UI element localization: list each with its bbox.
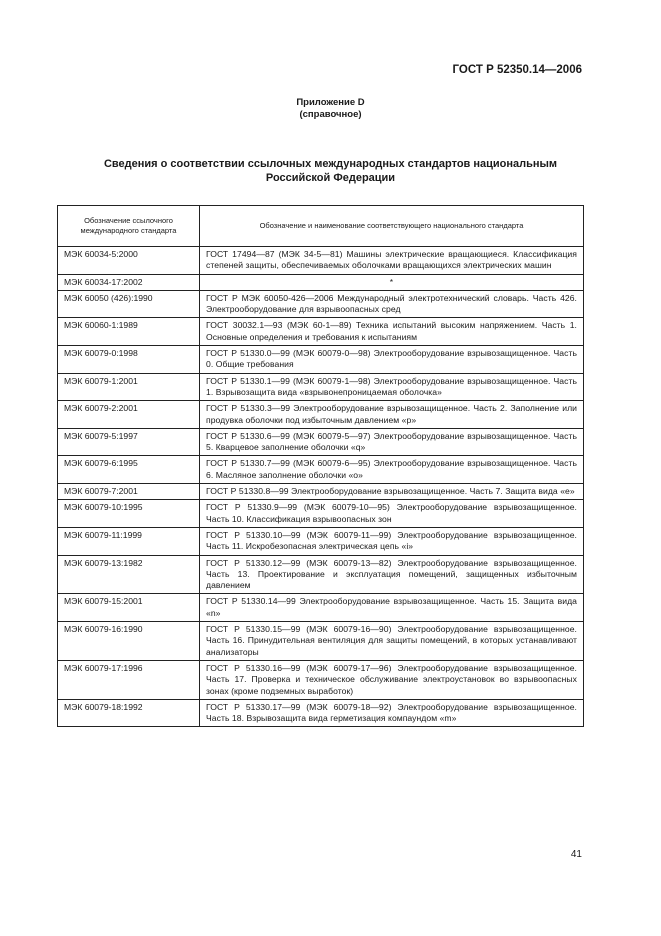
header-international-standard: Обозначение ссылочного международного стандарта — [58, 206, 200, 247]
table-row — [58, 594, 584, 622]
international-standard-cell: МЭК 60079-13:1982 — [58, 555, 200, 594]
national-standard-cell: ГОСТ Р 51330.0—99 (МЭК 60079-0—98) Электрооборудование взрывозащищенное. Часть 0. Общие требования — [200, 346, 584, 374]
appendix-heading — [0, 97, 661, 121]
international-standard-cell: МЭК 60060-1:1989 — [58, 318, 200, 346]
table-row — [58, 484, 584, 500]
table-row — [58, 290, 584, 318]
table-row — [58, 622, 584, 661]
international-standard-cell: МЭК 60079-2:2001 — [58, 401, 200, 429]
national-standard-cell: ГОСТ Р 51330.9—99 (МЭК 60079-10—95) Электрооборудование взрывозащищенное. Часть 10. Классификация взрывоопасных зон — [200, 500, 584, 528]
international-standard-cell: МЭК 60079-11:1999 — [58, 527, 200, 555]
table-row — [58, 373, 584, 401]
section-title — [60, 157, 601, 185]
section-title-line-1: Сведения о соответствии ссылочных международных стандартов национальным — [103, 158, 558, 170]
national-standard-cell: ГОСТ Р МЭК 60050-426—2006 Международный электротехнический словарь. Часть 426. Электрооборудование для взрывоопасных сред — [200, 290, 584, 318]
national-standard-cell: ГОСТ 30032.1—93 (МЭК 60-1—89) Техника испытаний высоким напряжением. Часть 1. Основные определения и требования к испытаниям — [200, 318, 584, 346]
section-title-line-2: Российской Федерации — [265, 172, 396, 184]
international-standard-cell: МЭК 60079-17:1996 — [58, 660, 200, 699]
table-row — [58, 318, 584, 346]
national-standard-cell: * — [200, 274, 584, 290]
document-code-header: ГОСТ Р 52350.14—2006 — [452, 64, 582, 76]
international-standard-cell: МЭК 60034-17:2002 — [58, 274, 200, 290]
table-header-row — [58, 206, 584, 247]
international-standard-cell: МЭК 60050 (426):1990 — [58, 290, 200, 318]
appendix-type: (справочное) — [299, 109, 362, 120]
table-row — [58, 555, 584, 594]
international-standard-cell: МЭК 60079-10:1995 — [58, 500, 200, 528]
table-row — [58, 660, 584, 699]
international-standard-cell: МЭК 60034-5:2000 — [58, 247, 200, 275]
table-row — [58, 247, 584, 275]
national-standard-cell: ГОСТ Р 51330.12—99 (МЭК 60079-13—82) Электрооборудование взрывозащищенное. Часть 13. Проектирование и эксплуатация помещений, защищенных избыточным давлением — [200, 555, 584, 594]
table-row — [58, 274, 584, 290]
international-standard-cell: МЭК 60079-6:1995 — [58, 456, 200, 484]
page-number: 41 — [570, 849, 582, 860]
table-row — [58, 346, 584, 374]
header-national-standard: Обозначение и наименование соответствующего национального стандарта — [200, 206, 584, 247]
table-row — [58, 456, 584, 484]
national-standard-cell: ГОСТ Р 51330.6—99 (МЭК 60079-5—97) Электрооборудование взрывозащищенное. Часть 5. Кварцевое заполнение оболочки «q» — [200, 428, 584, 456]
international-standard-cell: МЭК 60079-7:2001 — [58, 484, 200, 500]
national-standard-cell: ГОСТ Р 51330.7—99 (МЭК 60079-6—95) Электрооборудование взрывозащищенное. Часть 6. Масляное заполнение оболочки «о» — [200, 456, 584, 484]
national-standard-cell: ГОСТ Р 51330.8—99 Электрооборудование взрывозащищенное. Часть 7. Защита вида «е» — [200, 484, 584, 500]
international-standard-cell: МЭК 60079-18:1992 — [58, 699, 200, 727]
international-standard-cell: МЭК 60079-0:1998 — [58, 346, 200, 374]
national-standard-cell: ГОСТ Р 51330.17—99 (МЭК 60079-18—92) Электрооборудование взрывозащищенное. Часть 18. Взрывозащита вида герметизация компаундом «m» — [200, 699, 584, 727]
national-standard-cell: ГОСТ Р 51330.10—99 (МЭК 60079-11—99) Электрооборудование взрывозащищенное. Часть 11. Искробезопасная электрическая цепь «i» — [200, 527, 584, 555]
national-standard-cell: ГОСТ 17494—87 (МЭК 34-5—81) Машины электрические вращающиеся. Классификация степеней защиты, обеспечиваемых оболочками вращающихся электрических машин — [200, 247, 584, 275]
table-row — [58, 428, 584, 456]
appendix-label: Приложение D — [296, 97, 365, 108]
national-standard-cell: ГОСТ Р 51330.14—99 Электрооборудование взрывозащищенное. Часть 15. Защита вида «n» — [200, 594, 584, 622]
international-standard-cell: МЭК 60079-5:1997 — [58, 428, 200, 456]
standards-correspondence-table — [57, 205, 584, 727]
international-standard-cell: МЭК 60079-15:2001 — [58, 594, 200, 622]
table-row — [58, 401, 584, 429]
table-row — [58, 527, 584, 555]
table-row — [58, 500, 584, 528]
international-standard-cell: МЭК 60079-16:1990 — [58, 622, 200, 661]
table-row — [58, 699, 584, 727]
national-standard-cell: ГОСТ Р 51330.3—99 Электрооборудование взрывозащищенное. Часть 2. Заполнение или продувка оболочки под избыточным давлением «р» — [200, 401, 584, 429]
international-standard-cell: МЭК 60079-1:2001 — [58, 373, 200, 401]
national-standard-cell: ГОСТ Р 51330.16—99 (МЭК 60079-17—96) Электрооборудование взрывозащищенное. Часть 17. Проверка и техническое обслуживание электроустановок во взрывоопасных зонах (кроме подземных выработок) — [200, 660, 584, 699]
national-standard-cell: ГОСТ Р 51330.15—99 (МЭК 60079-16—90) Электрооборудование взрывозащищенное. Часть 16. Принудительная вентиляция для защиты помещений, в которых устанавливают анализаторы — [200, 622, 584, 661]
national-standard-cell: ГОСТ Р 51330.1—99 (МЭК 60079-1—98) Электрооборудование взрывозащищенное. Часть 1. Взрывозащита вида «взрывонепроницаемая оболочка» — [200, 373, 584, 401]
